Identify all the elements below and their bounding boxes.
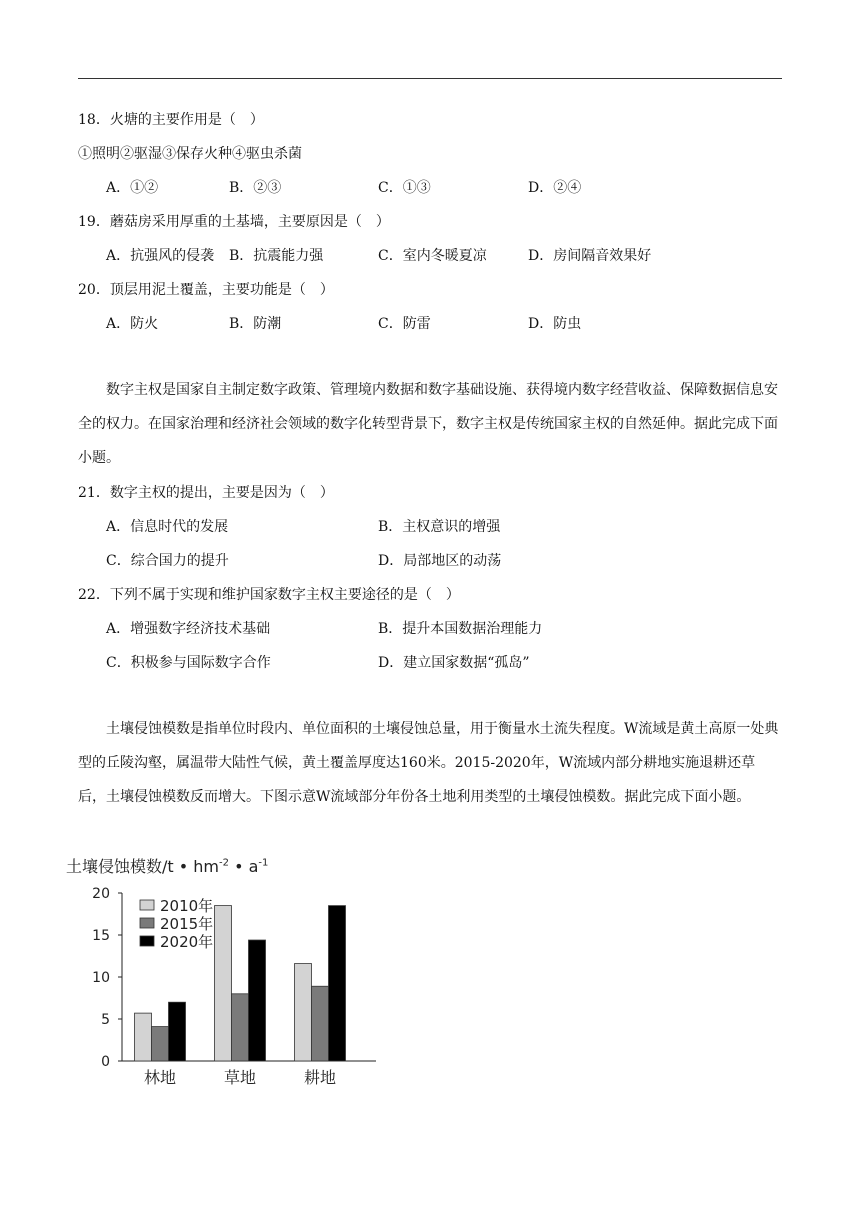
question-21-option-d[interactable]: D．局部地区的动荡 (378, 553, 502, 569)
question-21-option-a[interactable]: A．信息时代的发展 (106, 519, 229, 535)
y-tick-label: 15 (92, 928, 110, 944)
bar-耕地-2010年 (295, 964, 312, 1061)
soil-erosion-chart (64, 850, 394, 1100)
question-21-option-c[interactable]: C．综合国力的提升 (106, 553, 229, 569)
legend-swatch (140, 900, 154, 910)
question-20-option-a[interactable]: A．防火 (106, 316, 159, 332)
question-22-option-d[interactable]: D．建立国家数据“孤岛” (378, 655, 530, 671)
header-rule (78, 78, 782, 79)
question-20-option-c[interactable]: C．防雷 (378, 316, 431, 332)
question-18-option-d[interactable]: D．②④ (528, 180, 582, 196)
y-tick-label: 10 (92, 970, 110, 986)
question-22-option-c[interactable]: C．积极参与国际数字合作 (106, 655, 271, 671)
question-18-stem: 18．火塘的主要作用是（ ） (78, 112, 264, 128)
legend-label: 2015年 (160, 915, 214, 933)
bar-林地-2020年 (169, 1002, 186, 1061)
question-19-stem: 19．蘑菇房采用厚重的土基墙，主要原因是（ ） (78, 214, 390, 230)
bar-草地-2020年 (249, 940, 266, 1061)
bar-林地-2015年 (152, 1027, 169, 1061)
question-19-option-d[interactable]: D．房间隔音效果好 (528, 248, 652, 264)
y-tick-label: 20 (92, 886, 110, 902)
legend-swatch (140, 918, 154, 928)
y-tick-label: 5 (101, 1012, 110, 1028)
question-22-stem: 22．下列不属于实现和维护国家数字主权主要途径的是（ ） (78, 587, 460, 603)
chart-title: 土壤侵蚀模数/t • $hm^{-2}$ • $a^{-1}$ (66, 857, 269, 876)
bar-草地-2010年 (215, 906, 232, 1061)
question-18-option-c[interactable]: C．①③ (378, 180, 431, 196)
x-category-label: 耕地 (303, 1068, 337, 1087)
question-19-option-c[interactable]: C．室内冬暖夏凉 (378, 248, 487, 264)
question-20-option-b[interactable]: B．防潮 (229, 316, 282, 332)
bar-草地-2015年 (232, 994, 249, 1061)
x-category-label: 林地 (143, 1068, 177, 1087)
question-18-option-b[interactable]: B．②③ (229, 180, 282, 196)
x-category-label: 草地 (223, 1068, 257, 1087)
question-19-option-a[interactable]: A．抗强风的侵袭 (106, 248, 215, 264)
bar-耕地-2020年 (329, 906, 346, 1061)
passage-soil-erosion: 土壤侵蚀模数是指单位时段内、单位面积的土壤侵蚀总量，用于衡量水土流失程度。W流域是黄土高原一处典型的丘陵沟壑，属温带大陆性气候，黄土覆盖厚度达160米。2015-2020年，W流域内部分耕地实施退耕还草后，土壤侵蚀模数反而增大。下图示意W流域部分年份各土地利用类型的土壤侵蚀模数。据此完成下面小题。 (78, 721, 779, 805)
question-20-stem: 20．顶层用泥土覆盖，主要功能是（ ） (78, 282, 334, 298)
question-18-option-a[interactable]: A．①② (106, 180, 159, 196)
passage-digital-sovereignty: 数字主权是国家自主制定数字政策、管理境内数据和数字基础设施、获得境内数字经营收益、保障数据信息安全的权力。在国家治理和经济社会领域的数字化转型背景下，数字主权是传统国家主权的自然延伸。据此完成下面小题。 (78, 382, 778, 466)
y-tick-label: 0 (101, 1054, 110, 1070)
bar-林地-2010年 (135, 1013, 152, 1061)
legend-label: 2010年 (160, 897, 214, 915)
question-22-option-b[interactable]: B．提升本国数据治理能力 (378, 621, 543, 637)
question-20-option-d[interactable]: D．防虫 (528, 316, 582, 332)
question-18-choices-list: ①照明②驱湿③保存火种④驱虫杀菌 (78, 146, 302, 162)
legend-swatch (140, 936, 154, 946)
question-21-option-b[interactable]: B．主权意识的增强 (378, 519, 501, 535)
chart-plot (64, 850, 394, 1100)
legend-label: 2020年 (160, 933, 214, 951)
question-22-option-a[interactable]: A．增强数字经济技术基础 (106, 621, 271, 637)
question-19-option-b[interactable]: B．抗震能力强 (229, 248, 324, 264)
bar-耕地-2015年 (312, 986, 329, 1061)
question-21-stem: 21．数字主权的提出，主要是因为（ ） (78, 485, 334, 501)
